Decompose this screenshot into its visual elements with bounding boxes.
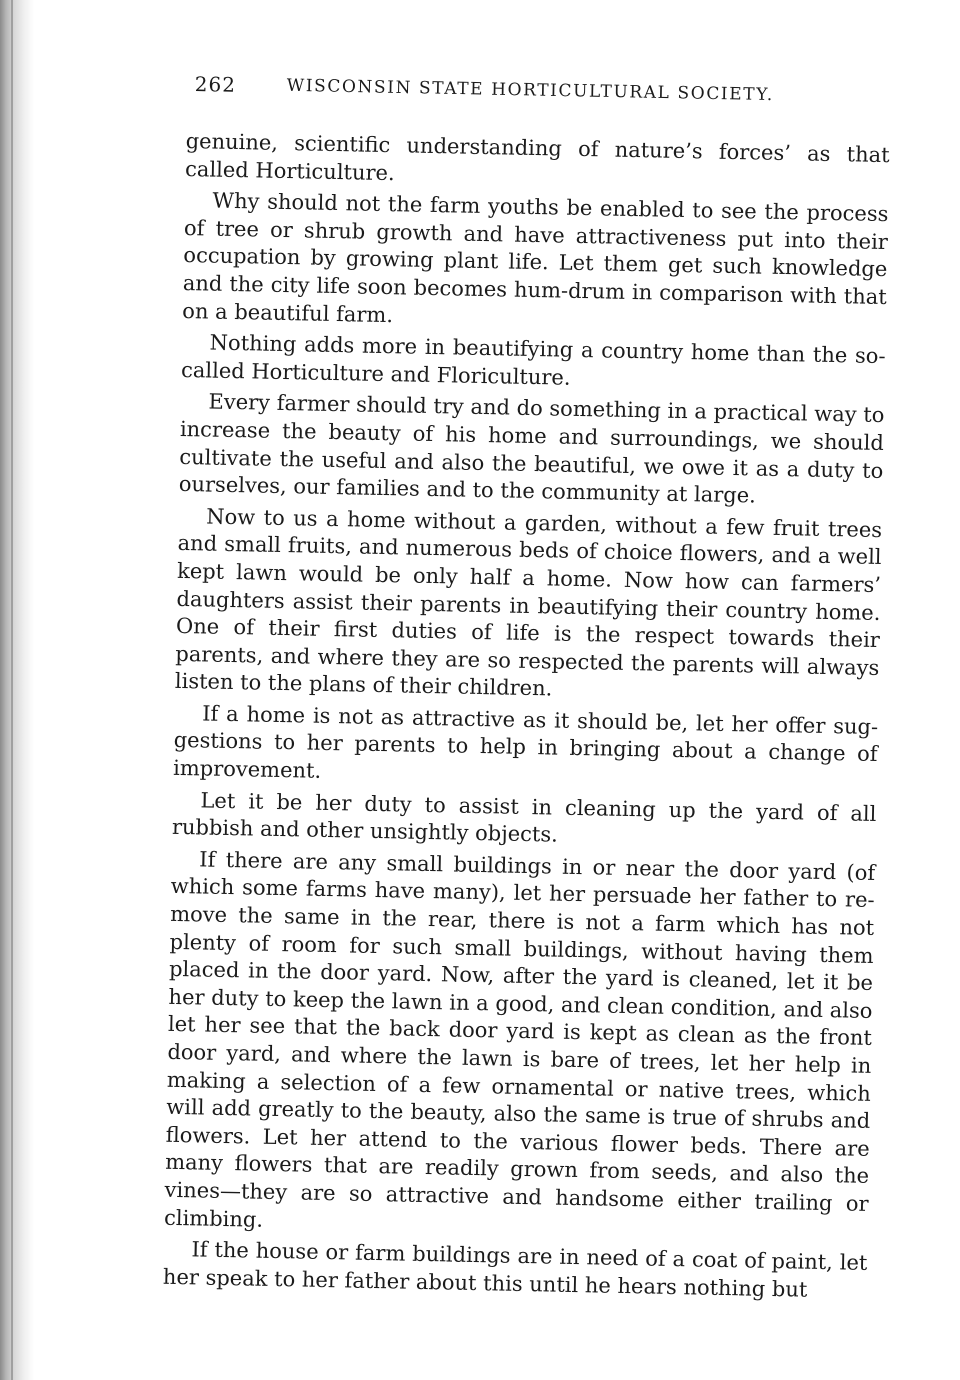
paragraph-clean-yard: Let it be her duty to assist in cleaning up the yard of all rubbish and other unsightly objects. [171, 788, 877, 847]
page-number: 262 [194, 72, 237, 97]
running-title: WISCONSIN STATE HORTICULTURAL SOCIETY. [286, 75, 774, 106]
paragraph-beautifying-home: Nothing adds more in beautifying a country home than the so-called Horticulture and Floriculture. [180, 330, 886, 390]
paragraph-every-farmer: Every farmer should try and do something in a practical way to increase the beauty of his home and surroundings, we should cultivate the useful and also the beautiful, we owe it as a duty to ourselves, our families and to the community at large. [178, 389, 885, 508]
paragraph-continuation: genuine, scientific understanding of nature’s forces’ as that called Horticulture. [184, 128, 890, 185]
page-gutter-line [11, 0, 13, 1380]
body-text [163, 128, 890, 1309]
paragraph-farm-youths: Why should not the farm youths be enabled to see the process of tree or shrub growth and have attractiveness put into their occupation by growing plant life. Let them get such knowledge and the city life soon becomes hum-drum in comparison with that on a beautiful farm. [182, 188, 889, 327]
paragraph-coat-of-paint: If the house or farm buildings are in need of a coat of paint, let her speak to her father about this until he hears nothing but [162, 1237, 868, 1302]
page-header [194, 72, 825, 120]
paragraph-home-without-garden: Now to us a home without a garden, without a few fruit trees and small fruits, and numerous beds of choice flowers, and a well kept lawn would be only half a home. Now how can farmers’ daughters assist their parents in beautifying their country home. One of their first duties of life is the respect towards their parents, and where they are so respected the parents will always listen to the plans of their children. [174, 504, 883, 701]
paragraph-small-buildings: If there are any small buildings in or near the door yard (of which some farms have many), let her persuade her father to remove the same in the rear, there is not a farm which has not plenty of room for such small buildings, without having them placed in the door yard. Now, after the yard is cleaned, let it be her duty to keep the lawn in a good, and clean condition, and also let her see that the back door yard is kept as clean as the front door yard, and where the lawn is bare of trees, let her help in making a selection of a few ornamental or native trees, which will add greatly to the beauty, also the same is true of shrubs and flowers. Let her attend to the various flower beds. There are many flowers that are readily grown from seeds, and also the vines—they are so attractive and handsome either trailing or climbing. [163, 847, 876, 1232]
paragraph-offer-suggestions: If a home is not as attractive as it should be, let her offer suggestions to her parents to help in bringing about a change of improvement. [172, 701, 879, 783]
book-binding-shadow [0, 0, 34, 1380]
